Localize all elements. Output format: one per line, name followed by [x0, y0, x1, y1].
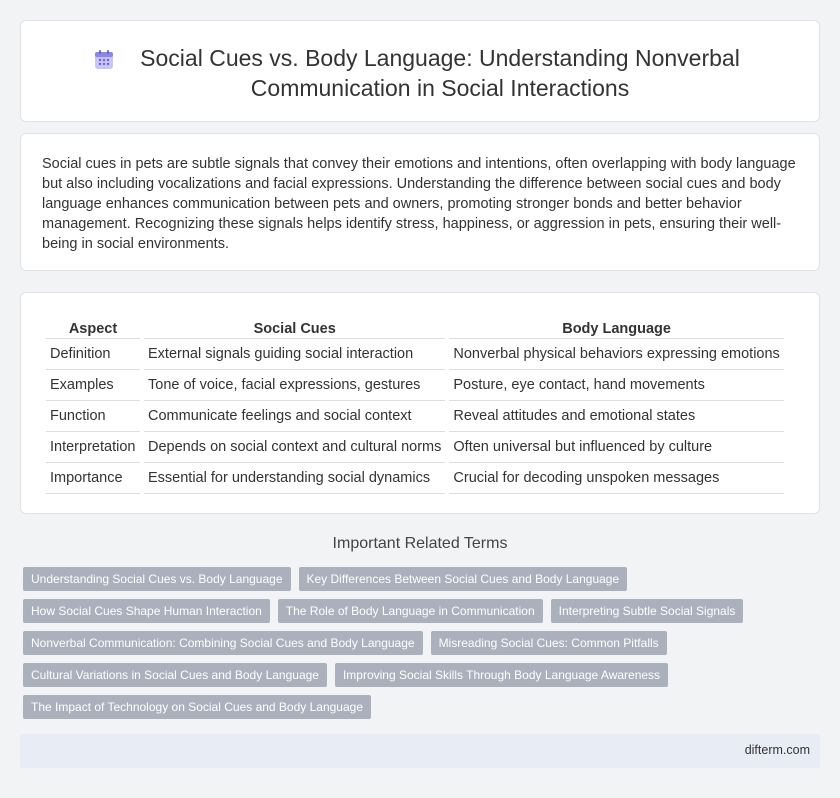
table-cell: Interpretation [46, 432, 140, 463]
related-term-link[interactable]: How Social Cues Shape Human Interaction [23, 599, 270, 623]
related-terms-list [23, 567, 783, 727]
table-row [46, 370, 784, 401]
comparison-table-card [20, 292, 820, 514]
table-cell: Reveal attitudes and emotional states [449, 401, 783, 432]
table-cell: Crucial for decoding unspoken messages [449, 463, 783, 494]
table-cell: Essential for understanding social dynamics [144, 463, 445, 494]
table-cell: Definition [46, 339, 140, 370]
footer [20, 734, 820, 768]
title-card [20, 20, 820, 122]
table-cell: Posture, eye contact, hand movements [449, 370, 783, 401]
comparison-table [42, 315, 788, 494]
table-cell: Examples [46, 370, 140, 401]
table-cell: Tone of voice, facial expressions, gestures [144, 370, 445, 401]
tag-row [23, 695, 783, 719]
table-cell: Nonverbal physical behaviors expressing emotions [449, 339, 783, 370]
related-term-link[interactable]: The Impact of Technology on Social Cues and Body Language [23, 695, 371, 719]
related-term-link[interactable]: Misreading Social Cues: Common Pitfalls [431, 631, 667, 655]
table-cell: Communicate feelings and social context [144, 401, 445, 432]
table-row [46, 432, 784, 463]
table-cell: Often universal but influenced by culture [449, 432, 783, 463]
table-row [46, 463, 784, 494]
tag-row [23, 599, 783, 623]
page-title: Social Cues vs. Body Language: Understanding Nonverbal Communication in Social Interactions [140, 45, 740, 101]
table-cell: Depends on social context and cultural norms [144, 432, 445, 463]
intro-card [20, 133, 820, 271]
table-row [46, 339, 784, 370]
intro-paragraph: Social cues in pets are subtle signals that convey their emotions and intentions, often overlapping with body language but also including vocalizations and facial expressions. Understanding the difference between social cues and body language enhances communication between pets and owners, promoting stronger bonds and better behavior management. Recognizing these signals helps identify stress, happiness, or aggression in pets, ensuring their well-being in social environments. [42, 156, 796, 252]
related-term-link[interactable]: Interpreting Subtle Social Signals [551, 599, 744, 623]
table-cell: External signals guiding social interaction [144, 339, 445, 370]
related-term-link[interactable]: The Role of Body Language in Communication [278, 599, 543, 623]
tag-row [23, 567, 783, 591]
table-cell: Importance [46, 463, 140, 494]
related-term-link[interactable]: Nonverbal Communication: Combining Social Cues and Body Language [23, 631, 423, 655]
tag-row [23, 663, 783, 687]
related-term-link[interactable]: Understanding Social Cues vs. Body Language [23, 567, 291, 591]
related-term-link[interactable]: Key Differences Between Social Cues and Body Language [299, 567, 628, 591]
tag-row [23, 631, 783, 655]
header-aspect: Aspect [46, 315, 140, 339]
table-header-row [46, 315, 784, 339]
header-body-language: Body Language [449, 315, 783, 339]
header-social-cues: Social Cues [144, 315, 445, 339]
table-cell: Function [46, 401, 140, 432]
footer-site-name[interactable]: difterm.com [744, 743, 810, 757]
related-terms-heading: Important Related Terms [332, 535, 508, 552]
related-term-link[interactable]: Improving Social Skills Through Body Language Awareness [335, 663, 668, 687]
table-row [46, 401, 784, 432]
related-term-link[interactable]: Cultural Variations in Social Cues and Body Language [23, 663, 327, 687]
